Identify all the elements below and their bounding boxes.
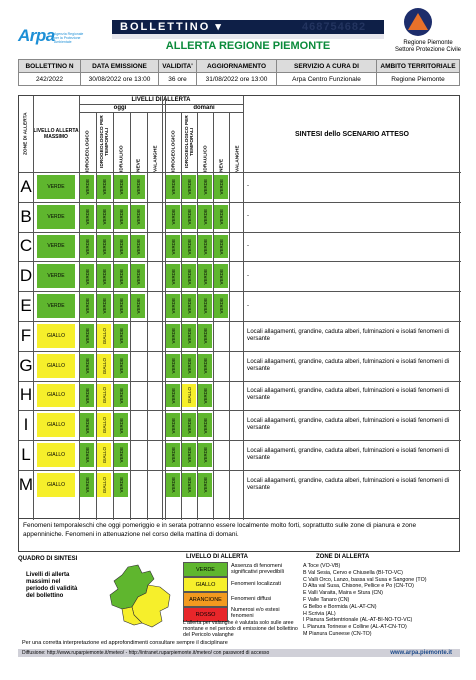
zones-list (303, 563, 473, 638)
level-cell-today (80, 264, 94, 288)
info-header: AMBITO TERRITORIALE (377, 60, 460, 73)
scenario-description: - (247, 272, 249, 279)
level-cell-today (80, 294, 94, 318)
level-cell-label: VERDE (118, 328, 124, 344)
level-cell-today (114, 175, 128, 199)
level-cell-tomorrow (230, 473, 244, 497)
level-cell-tomorrow (214, 324, 228, 348)
tomorrow-header: domani (193, 105, 215, 111)
disclaimer: Per una corretta interpretazione ed approfondimenti consultare sempre il disciplinare (22, 640, 228, 646)
zone-letter: D (19, 266, 33, 286)
level-cell-tomorrow (182, 324, 196, 348)
legend-verde: VERDE (183, 562, 228, 577)
zone-item: I Pianura Settentrionale (AL-AT-BI-NO-TO-VC) (303, 617, 413, 624)
zone-item: F Valle Tanaro (CN) (303, 596, 350, 603)
level-cell-today (97, 235, 111, 259)
bulletin-info-table (18, 59, 460, 86)
level-cell-label: VERDE (186, 328, 192, 344)
level-cell-tomorrow (182, 384, 196, 408)
level-cell-today (131, 205, 145, 229)
quadro-text: Livelli di allerta massimi nel periodo di validità del bollettino (26, 572, 78, 599)
bulletin-banner: BOLLETTINO ▾ 468754682 (112, 20, 384, 34)
page-title: ALLERTA REGIONE PIEMONTE (165, 40, 331, 52)
level-cell-label: VERDE (170, 387, 176, 404)
level-cell-label: VERDE (118, 298, 124, 314)
level-cell-today (97, 384, 111, 408)
level-cell-tomorrow (166, 384, 180, 408)
level-cell-tomorrow (182, 443, 196, 467)
info-value: 31/08/2022 ore 13:00 (197, 73, 277, 86)
level-cell-label: VERDE (202, 387, 208, 404)
legend-giallo-text: Fenomeni localizzati (231, 581, 281, 587)
max-level-cell: VERDE (37, 264, 75, 288)
column-header: VALANGHE (235, 145, 241, 172)
zone-item: H Scrivia (AL) (303, 610, 336, 617)
level-cell-label: VERDE (170, 208, 176, 225)
level-cell-tomorrow (182, 235, 196, 259)
level-cell-label: VERDE (202, 208, 208, 225)
level-cell-today (148, 235, 162, 259)
level-cell-label: VERDE (170, 447, 176, 463)
zone-letter: L (21, 445, 31, 465)
scenario-description: - (247, 302, 249, 309)
level-cell-today (114, 205, 128, 229)
legend-verde-text: Assenza di fenomeni significativi prevedibili (231, 563, 284, 575)
level-cell-label: VERDE (135, 179, 141, 195)
info-value: 36 ore (159, 73, 197, 86)
grid-line (162, 96, 163, 520)
max-level-cell: VERDE (37, 175, 75, 199)
code-strip (112, 34, 384, 39)
level-cell-tomorrow (198, 354, 212, 378)
level-cell-label: VERDE (84, 447, 90, 463)
zone-letter: C (19, 236, 33, 256)
level-cell-label: VERDE (186, 268, 192, 285)
grid-line (79, 112, 243, 113)
level-cell-label: VERDE (118, 417, 124, 434)
max-level-cell: VERDE (37, 294, 75, 318)
level-cell-label: VERDE (186, 179, 192, 195)
level-cell-tomorrow (230, 294, 244, 318)
level-cell-tomorrow (198, 205, 212, 229)
level-cell-today (131, 294, 145, 318)
level-cell-tomorrow (166, 264, 180, 288)
info-header: SERVIZIO A CURA DI (277, 60, 377, 73)
zone-letter: F (20, 325, 32, 345)
level-cell-tomorrow (166, 473, 180, 497)
level-cell-today (80, 413, 94, 437)
level-cell-tomorrow (182, 264, 196, 288)
level-cell-tomorrow (182, 175, 196, 199)
legend-arancione-text: Fenomeni diffusi (231, 596, 272, 602)
level-cell-tomorrow (166, 443, 180, 467)
level-cell-label: VERDE (118, 357, 124, 374)
level-cell-today (148, 413, 162, 437)
level-cell-tomorrow (166, 235, 180, 259)
zone-letter: A (20, 176, 32, 196)
level-cell-today (131, 324, 145, 348)
level-cell-today (80, 324, 94, 348)
legend-arancione: ARANCIONE (183, 592, 228, 607)
level-cell-label: VERDE (135, 268, 141, 285)
column-header: VALANGHE (153, 145, 159, 172)
level-cell-tomorrow (198, 324, 212, 348)
level-cell-tomorrow (214, 443, 228, 467)
level-cell-label: VERDE (84, 357, 90, 374)
level-cell-tomorrow (230, 384, 244, 408)
level-cell-label: VERDE (202, 477, 208, 493)
level-cell-label: VERDE (84, 298, 90, 314)
level-cell-today (114, 443, 128, 467)
level-cell-label: VERDE (202, 447, 208, 463)
level-cell-label: VERDE (118, 447, 124, 463)
level-cell-today (114, 294, 128, 318)
levels-header: LIVELLI DI ALLERTA (131, 97, 191, 103)
level-cell-tomorrow (214, 175, 228, 199)
level-cell-tomorrow (214, 205, 228, 229)
level-cell-today (80, 175, 94, 199)
level-cell-label: VERDE (186, 208, 192, 225)
level-cell-label: VERDE (202, 238, 208, 255)
level-cell-today (114, 324, 128, 348)
level-cell-label: VERDE (135, 298, 141, 314)
level-cell-label: VERDE (186, 477, 192, 493)
level-cell-tomorrow (230, 175, 244, 199)
level-cell-today (148, 264, 162, 288)
protezione-civile-logo-icon (404, 8, 432, 36)
level-cell-tomorrow (230, 235, 244, 259)
info-value: Arpa Centro Funzionale (277, 73, 377, 86)
level-cell-today (148, 473, 162, 497)
level-cell-tomorrow (230, 443, 244, 467)
info-header: VALIDITA' (159, 60, 197, 73)
level-cell-label: VERDE (186, 238, 192, 255)
level-cell-label: VERDE (202, 268, 208, 285)
column-header: NEVE (136, 158, 142, 172)
level-cell-today (80, 443, 94, 467)
level-cell-today (97, 205, 111, 229)
level-cell-label: VERDE (170, 357, 176, 374)
level-cell-label: VERDE (84, 328, 90, 344)
level-cell-label: VERDE (84, 208, 90, 225)
level-cell-label: VERDE (118, 477, 124, 493)
level-cell-label: GIALLO (101, 417, 107, 434)
level-cell-label: VERDE (84, 179, 90, 195)
level-cell-today (131, 473, 145, 497)
level-cell-label: VERDE (202, 357, 208, 374)
column-header: IDRAULICO (203, 145, 209, 172)
level-cell-label: VERDE (118, 238, 124, 255)
level-cell-today (114, 235, 128, 259)
level-cell-label: GIALLO (101, 387, 107, 404)
grid-line (79, 104, 243, 105)
level-cell-tomorrow (166, 205, 180, 229)
org-name: Regione Piemonte Settore Protezione Civile (394, 40, 462, 53)
level-cell-today (80, 384, 94, 408)
level-cell-today (131, 264, 145, 288)
level-cell-label: VERDE (101, 208, 107, 225)
level-cell-today (148, 294, 162, 318)
quadro-title: QUADRO DI SINTESI (18, 556, 78, 562)
level-cell-label: VERDE (101, 268, 107, 285)
level-cell-label: VERDE (101, 238, 107, 255)
zone-letter: H (19, 385, 33, 405)
level-cell-label: VERDE (118, 208, 124, 225)
column-header: NEVE (219, 158, 225, 172)
level-cell-tomorrow (198, 384, 212, 408)
level-cell-label: GIALLO (101, 357, 107, 374)
info-header: BOLLETTINO N (19, 60, 81, 73)
level-cell-today (80, 235, 94, 259)
level-cell-today (97, 413, 111, 437)
level-cell-today (114, 413, 128, 437)
level-cell-tomorrow (166, 294, 180, 318)
level-cell-today (80, 205, 94, 229)
zone-letter: G (19, 355, 33, 375)
zone-item: C Valli Orco, Lanzo, bassa val Susa e Sangone (TO) (303, 576, 427, 583)
level-cell-today (131, 384, 145, 408)
info-value: Regione Piemonte (377, 73, 460, 86)
level-cell-label: VERDE (186, 447, 192, 463)
level-cell-label: VERDE (186, 357, 192, 374)
level-cell-tomorrow (166, 324, 180, 348)
level-cell-today (148, 443, 162, 467)
level-cell-today (80, 473, 94, 497)
column-header: IDROGEOLOGICO (171, 130, 177, 172)
level-cell-today (148, 384, 162, 408)
info-header: DATA EMISSIONE (81, 60, 159, 73)
level-cell-today (131, 175, 145, 199)
level-cell-label: VERDE (218, 208, 224, 225)
level-cell-label: VERDE (170, 477, 176, 493)
alert-grid (18, 95, 460, 519)
level-cell-today (148, 354, 162, 378)
level-cell-label: VERDE (202, 417, 208, 434)
level-cell-tomorrow (214, 473, 228, 497)
level-cell-tomorrow (230, 324, 244, 348)
level-cell-label: VERDE (84, 238, 90, 255)
column-header: IDRAULICO (119, 145, 125, 172)
max-level-cell: VERDE (37, 235, 75, 259)
level-cell-tomorrow (182, 413, 196, 437)
level-cell-label: VERDE (101, 179, 107, 195)
zone-item: D Alta val Susa, Chisone, Pellice e Po (CN-TO) (303, 583, 414, 590)
level-cell-tomorrow (214, 235, 228, 259)
level-cell-tomorrow (182, 473, 196, 497)
level-cell-label: GIALLO (101, 327, 107, 345)
level-cell-tomorrow (214, 354, 228, 378)
scenario-description: - (247, 213, 249, 220)
level-cell-label: VERDE (218, 268, 224, 285)
column-header: IDROGEOLOGICO PER TEMPORALI (100, 115, 110, 169)
level-cell-label: VERDE (118, 179, 124, 195)
valanghe-note: L'allerta per valanghe è valutata solo sulle aree montane e nel periodo di emissione del bollettino del Pericolo valanghe (183, 620, 298, 638)
level-cell-tomorrow (182, 354, 196, 378)
level-cell-label: VERDE (118, 268, 124, 285)
level-cell-tomorrow (198, 443, 212, 467)
legend-title: LIVELLO DI ALLERTA (186, 554, 248, 560)
scenario-description: Locali allagamenti, grandine, caduta alberi, fulminazioni e isolati fenomeni di versante (247, 418, 450, 432)
level-cell-today (97, 473, 111, 497)
level-cell-label: VERDE (135, 208, 141, 225)
max-level-cell: GIALLO (37, 443, 75, 467)
diffusion-bar (18, 649, 460, 657)
level-cell-today (114, 384, 128, 408)
level-cell-tomorrow (198, 264, 212, 288)
max-level-cell: VERDE (37, 205, 75, 229)
legend-giallo: GIALLO (183, 577, 228, 592)
info-value: 30/08/2022 ore 13:00 (81, 73, 159, 86)
today-header: oggi (113, 105, 127, 111)
level-cell-label: VERDE (170, 268, 176, 285)
diffusion-text: Diffusione: http://www.ruparpiemonte.it/meteo/ - http://intranet.ruparpiemonte.it/meteo/ con password di accesso (22, 650, 270, 656)
level-cell-label: VERDE (84, 387, 90, 404)
zone-letter: I (23, 415, 29, 435)
website-link[interactable]: www.arpa.piemonte.it (390, 650, 452, 656)
level-cell-today (97, 443, 111, 467)
forecast-note: Fenomeni temporaleschi che oggi pomeriggio e in serata potranno essere localmente molto forti, soprattutto sulle zone di pianura e zone appenniniche. Fenomeni in attenuazione nel corso della mattina di domani. (18, 519, 460, 552)
level-cell-label: VERDE (218, 298, 224, 314)
level-cell-tomorrow (214, 384, 228, 408)
zone-header: ZONE DI ALLERTA (23, 112, 29, 156)
level-cell-tomorrow (166, 354, 180, 378)
max-level-cell: GIALLO (37, 413, 75, 437)
level-cell-label: VERDE (218, 179, 224, 195)
level-cell-today (114, 354, 128, 378)
legend-rosso: ROSSO (183, 607, 228, 622)
level-cell-today (148, 205, 162, 229)
level-cell-today (131, 354, 145, 378)
zone-item: M Pianura Cuneese (CN-TO) (303, 630, 372, 637)
zone-item: A Toce (VO-VB) (303, 563, 341, 569)
scenario-description: Locali allagamenti, grandine, caduta alberi, fulminazioni e isolati fenomeni di versante (247, 477, 450, 491)
level-cell-today (131, 235, 145, 259)
level-cell-label: GIALLO (101, 446, 107, 464)
level-cell-today (97, 294, 111, 318)
level-cell-label: VERDE (84, 417, 90, 434)
level-cell-label: VERDE (170, 179, 176, 195)
level-cell-label: VERDE (84, 477, 90, 493)
level-cell-tomorrow (198, 413, 212, 437)
max-level-cell: GIALLO (37, 384, 75, 408)
level-cell-label: GIALLO (186, 387, 192, 404)
level-cell-today (97, 354, 111, 378)
max-level-cell: GIALLO (37, 324, 75, 348)
level-cell-today (114, 473, 128, 497)
level-cell-tomorrow (182, 294, 196, 318)
piemonte-map (104, 563, 176, 635)
scenario-description: - (247, 242, 249, 249)
level-cell-today (114, 264, 128, 288)
max-level-cell: GIALLO (37, 354, 75, 378)
level-cell-label: VERDE (101, 298, 107, 314)
level-cell-label: VERDE (170, 298, 176, 314)
level-cell-label: VERDE (202, 179, 208, 195)
zone-letter: E (20, 296, 32, 316)
grid-line (33, 96, 34, 520)
level-cell-label: VERDE (170, 417, 176, 434)
level-cell-tomorrow (166, 413, 180, 437)
level-cell-tomorrow (230, 205, 244, 229)
zone-item: G Belbo e Bormida (AL-AT-CN) (303, 603, 377, 610)
level-cell-label: VERDE (170, 238, 176, 255)
level-cell-today (97, 264, 111, 288)
zone-letter: M (18, 474, 34, 494)
level-cell-tomorrow (230, 264, 244, 288)
level-cell-label: VERDE (186, 417, 192, 434)
zone-item: E Valli Varaita, Maira e Stura (CN) (303, 590, 383, 597)
level-cell-label: GIALLO (101, 476, 107, 494)
level-cell-label: VERDE (186, 298, 192, 314)
info-value: 242/2022 (19, 73, 81, 86)
level-cell-today (148, 175, 162, 199)
scenario-description: Locali allagamenti, grandine, caduta alberi, fulminazioni e isolati fenomeni di versante (247, 388, 450, 402)
level-cell-today (131, 443, 145, 467)
level-cell-tomorrow (214, 264, 228, 288)
level-cell-tomorrow (198, 175, 212, 199)
level-cell-label: VERDE (170, 328, 176, 344)
level-cell-today (97, 324, 111, 348)
level-cell-label: VERDE (84, 268, 90, 285)
level-cell-tomorrow (230, 413, 244, 437)
level-cell-tomorrow (166, 175, 180, 199)
info-header: AGGIORNAMENTO (197, 60, 277, 73)
zones-title: ZONE DI ALLERTA (316, 554, 370, 560)
level-cell-tomorrow (214, 413, 228, 437)
level-cell-label: VERDE (202, 328, 208, 344)
scenario-description: Locali allagamenti, grandine, caduta alberi, fulminazioni e isolati fenomeni di versante (247, 358, 450, 372)
level-cell-today (80, 354, 94, 378)
column-header: IDROGEOLOGICO (85, 130, 91, 172)
synthesis-title: SINTESI dello SCENARIO ATTESO (295, 130, 409, 138)
level-cell-tomorrow (230, 354, 244, 378)
level-cell-label: VERDE (118, 387, 124, 404)
level-cell-label: VERDE (218, 238, 224, 255)
zone-item: L Pianura Torinese e Colline (AL-AT-CN-TO) (303, 624, 407, 631)
max-level-cell: GIALLO (37, 473, 75, 497)
zone-item: B Val Sesia, Cervo e Chiusella (BI-TO-VC) (303, 569, 403, 576)
level-cell-today (97, 175, 111, 199)
level-cell-tomorrow (214, 294, 228, 318)
level-cell-today (131, 413, 145, 437)
scenario-description: - (247, 183, 249, 190)
level-cell-tomorrow (182, 205, 196, 229)
code-number: 468754682 (302, 21, 367, 33)
arpa-logo: Arpa Agenzia Regionale per la Protezione Ambientale (18, 26, 84, 45)
level-cell-tomorrow (198, 235, 212, 259)
level-cell-today (148, 324, 162, 348)
legend-rosso-text: Numerosi e/o estesi fenomeni (231, 607, 280, 619)
level-cell-tomorrow (198, 473, 212, 497)
level-cell-label: VERDE (135, 238, 141, 255)
level-cell-tomorrow (198, 294, 212, 318)
max-header: LIVELLO ALLERTA MASSIMO (33, 128, 79, 140)
scenario-description: Locali allagamenti, grandine, caduta alberi, fulminazioni e isolati fenomeni di versante (247, 448, 450, 462)
scenario-description: Locali allagamenti, grandine, caduta alberi, fulminazioni e isolati fenomeni di versante (247, 328, 450, 342)
column-header: IDROGEOLOGICO PER TEMPORALI (185, 115, 195, 169)
zone-letter: B (20, 206, 32, 226)
level-cell-label: VERDE (202, 298, 208, 314)
